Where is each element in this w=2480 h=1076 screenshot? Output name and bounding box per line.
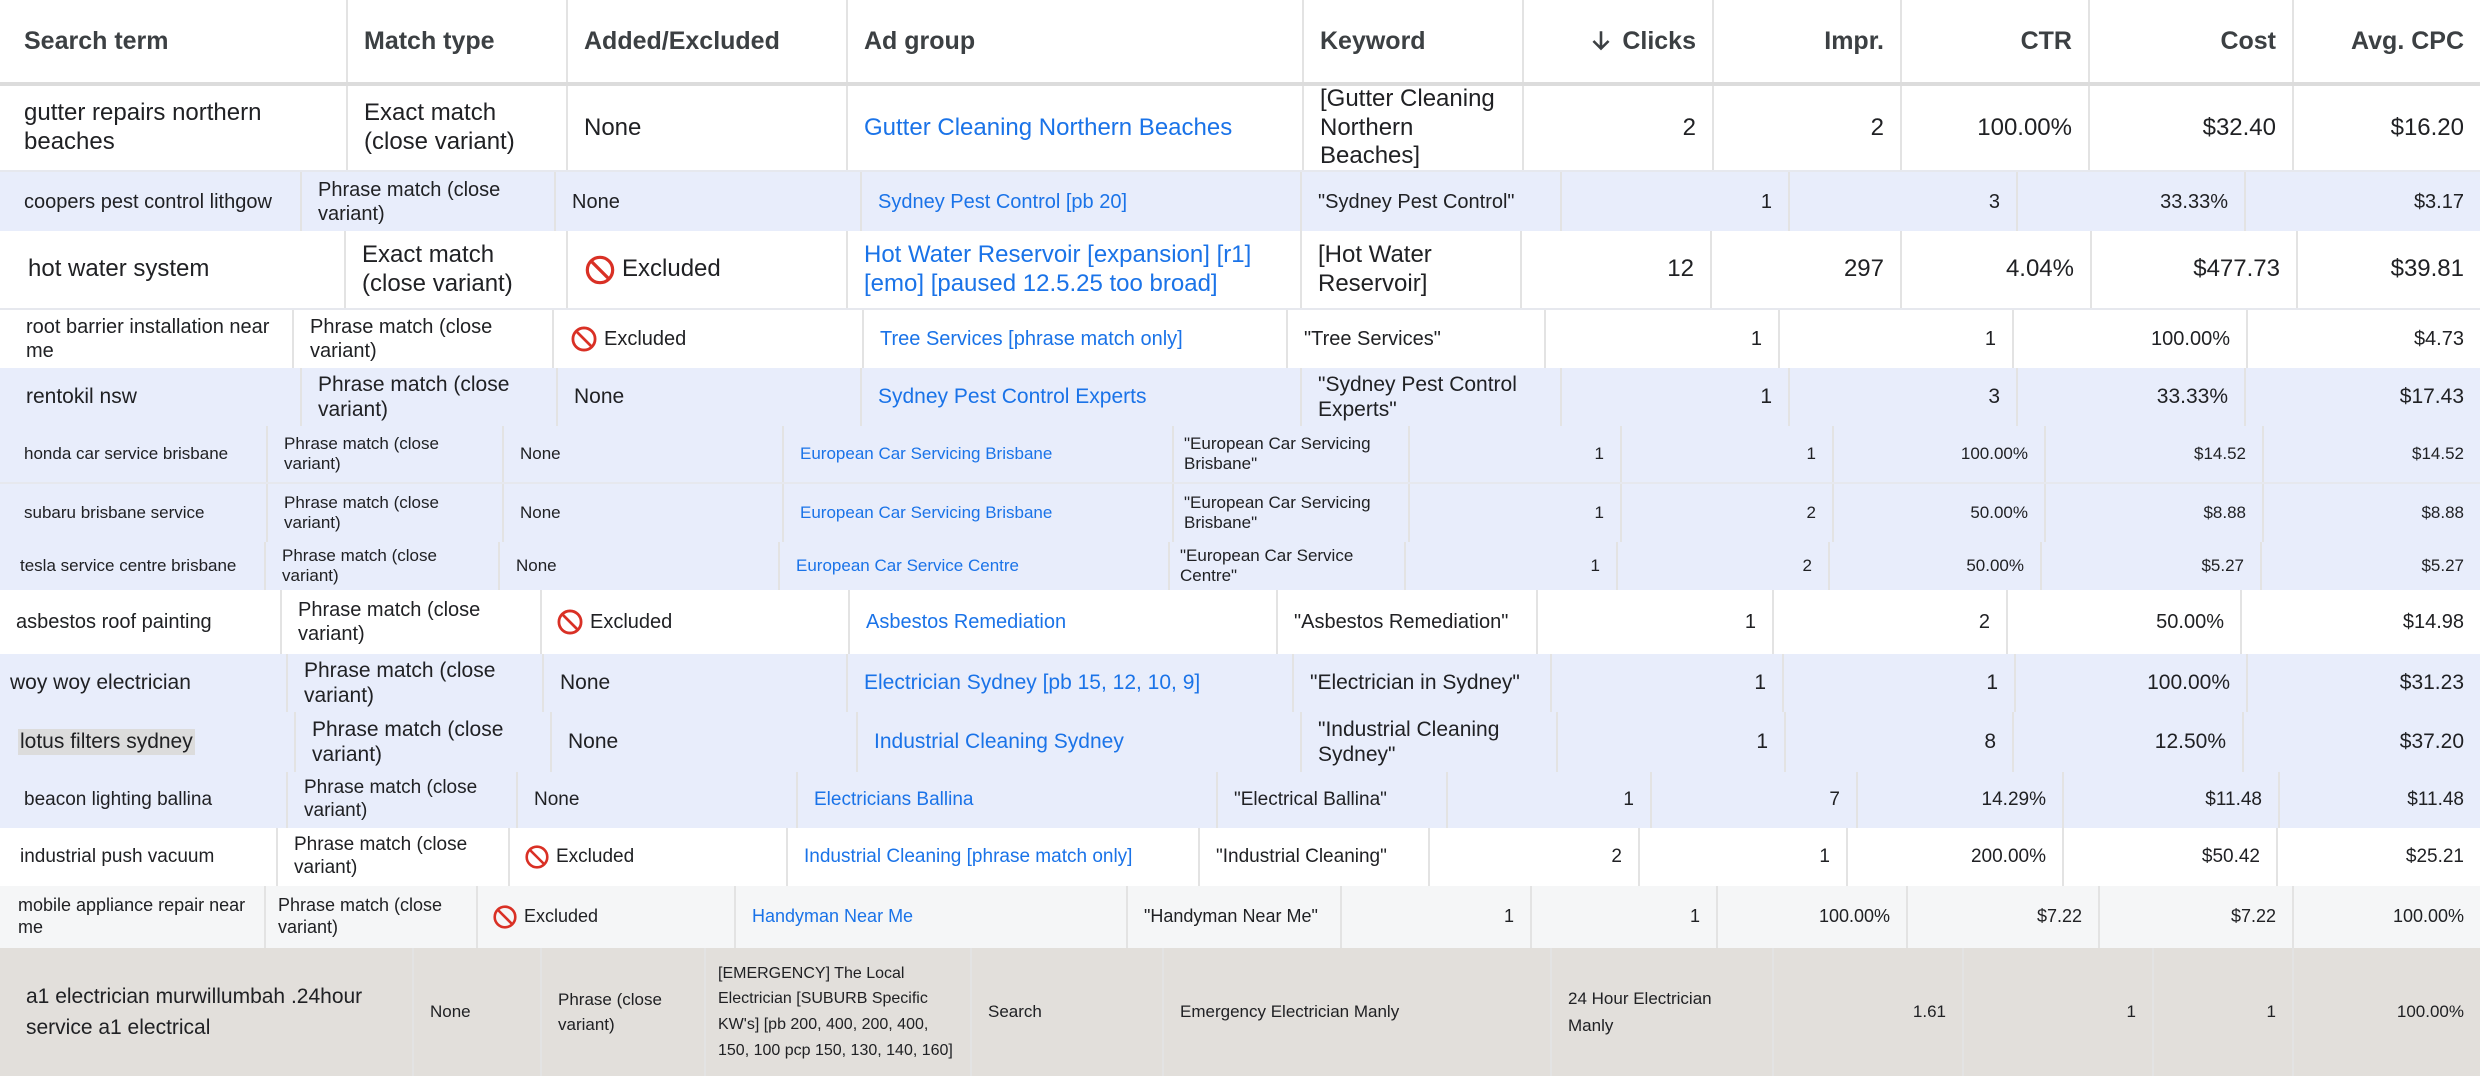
- match-type: Phrase match (close variant): [286, 654, 542, 712]
- clicks: 2: [1522, 86, 1712, 170]
- blocked-icon: [524, 844, 550, 870]
- table-row[interactable]: [0, 484, 2480, 542]
- search-term: woy woy electrician: [10, 671, 191, 695]
- status: Excluded: [508, 828, 786, 886]
- keyword: "Industrial Cleaning": [1198, 828, 1428, 886]
- ctr: 100.00%: [1900, 86, 2088, 170]
- match-type: Phrase match (close variant): [266, 426, 502, 482]
- avg-cpc: $5.27: [2260, 542, 2480, 590]
- match-type: Phrase match (close variant): [264, 542, 498, 590]
- table-row[interactable]: [0, 368, 2480, 426]
- status: None: [516, 772, 796, 828]
- match-type: Exact match (close variant): [344, 231, 566, 308]
- match-type: Phrase match (close variant): [300, 368, 556, 426]
- match-type: Phrase match (close variant): [276, 828, 508, 886]
- keyword: "Sydney Pest Control Experts": [1300, 368, 1560, 426]
- metric-value: 1: [1962, 948, 2152, 1076]
- clicks: 1: [1550, 654, 1782, 712]
- match-type: Phrase match (close variant): [292, 310, 552, 368]
- status: None: [542, 654, 846, 712]
- avg-cpc: $17.43: [2244, 368, 2480, 426]
- col-ctr[interactable]: CTR: [1900, 0, 2088, 82]
- avg-cpc: $7.22: [2098, 886, 2292, 948]
- status: None: [498, 542, 778, 590]
- clicks: 2: [1428, 828, 1638, 886]
- status: Excluded: [540, 590, 848, 654]
- ad-group-link[interactable]: Gutter Cleaning Northern Beaches: [846, 86, 1302, 170]
- col-keyword[interactable]: Keyword: [1302, 0, 1522, 82]
- metric-value: 100.00%: [2292, 948, 2480, 1076]
- ctr: 50.00%: [1828, 542, 2040, 590]
- ad-group-link[interactable]: European Car Servicing Brisbane: [782, 426, 1172, 482]
- impr: 1: [1530, 886, 1716, 948]
- ctr: 50.00%: [2006, 590, 2240, 654]
- search-term: mobile appliance repair near me: [18, 895, 246, 937]
- clicks: 1: [1340, 886, 1530, 948]
- match-type: Phrase match (close variant): [286, 772, 516, 828]
- search-term: honda car service brisbane: [24, 443, 229, 463]
- col-search-term[interactable]: Search term: [24, 27, 169, 55]
- ad-group-link[interactable]: Handyman Near Me: [734, 886, 1126, 948]
- table-header: [0, 0, 2480, 86]
- clicks: 1: [1556, 712, 1784, 772]
- keyword: "Tree Services": [1286, 310, 1544, 368]
- search-term: coopers pest control lithgow: [24, 190, 272, 213]
- cost: $32.40: [2088, 86, 2292, 170]
- table-row[interactable]: [0, 948, 2480, 1076]
- ad-group-link[interactable]: Sydney Pest Control [pb 20]: [860, 172, 1300, 231]
- col-impr[interactable]: Impr.: [1712, 0, 1900, 82]
- ctr: 100.00%: [1832, 426, 2044, 482]
- cost: $8.88: [2044, 484, 2262, 542]
- avg-cpc: $14.52: [2262, 426, 2480, 482]
- blocked-icon: [492, 904, 518, 930]
- impr: 2: [1620, 484, 1832, 542]
- clicks: 1: [1446, 772, 1650, 828]
- metric-value: 1: [2152, 948, 2292, 1076]
- ad-group-link[interactable]: Industrial Cleaning Sydney: [856, 712, 1300, 772]
- keyword: "Asbestos Remediation": [1276, 590, 1536, 654]
- table-row[interactable]: [0, 231, 2480, 310]
- status: None: [556, 368, 860, 426]
- impr: 1: [1782, 654, 2014, 712]
- impr: 1: [1778, 310, 2012, 368]
- keyword: [Gutter Cleaning Northern Beaches]: [1302, 86, 1522, 170]
- ad-group-link[interactable]: Industrial Cleaning [phrase match only]: [786, 828, 1198, 886]
- arrow-down-icon: [1588, 28, 1614, 54]
- network: Search: [970, 948, 1162, 1076]
- match-type: Phrase match (close variant): [280, 590, 540, 654]
- col-added-excluded[interactable]: Added/Excluded: [566, 0, 846, 82]
- keyword: "Industrial Cleaning Sydney": [1300, 712, 1556, 772]
- ad-group-link[interactable]: Tree Services [phrase match only]: [862, 310, 1286, 368]
- ctr: 100.00%: [2012, 310, 2246, 368]
- cost: $14.52: [2044, 426, 2262, 482]
- ctr: 200.00%: [1846, 828, 2062, 886]
- clicks: 12: [1520, 231, 1710, 308]
- col-match-type[interactable]: Match type: [346, 0, 566, 82]
- keyword: "European Car Servicing Brisbane": [1172, 426, 1408, 482]
- table-row[interactable]: [0, 590, 2480, 654]
- avg-cpc: $37.20: [2242, 712, 2480, 772]
- ctr: 50.00%: [1832, 484, 2044, 542]
- match-type: Phrase match (close variant): [266, 484, 502, 542]
- impr: 3: [1788, 172, 2016, 231]
- table-row[interactable]: [0, 310, 2480, 368]
- ad-group-link[interactable]: Asbestos Remediation: [848, 590, 1276, 654]
- ctr: 100.00%: [1716, 886, 1906, 948]
- status: None: [566, 86, 846, 170]
- status: None: [502, 426, 782, 482]
- clicks: 1: [1408, 426, 1620, 482]
- blocked-icon: [570, 325, 598, 353]
- table-row[interactable]: [0, 542, 2480, 590]
- search-term: rentokil nsw: [26, 385, 137, 409]
- metric-value: 1.61: [1772, 948, 1962, 1076]
- impr: 1: [1620, 426, 1832, 482]
- impr: 7: [1650, 772, 1856, 828]
- col-avg-cpc[interactable]: Avg. CPC: [2292, 0, 2480, 82]
- ctr: 100.00%: [2014, 654, 2246, 712]
- table-row[interactable]: [0, 172, 2480, 231]
- clicks: 1: [1544, 310, 1778, 368]
- search-term: subaru brisbane service: [24, 502, 205, 522]
- impr: 2: [1616, 542, 1828, 590]
- avg-cpc: $31.23: [2246, 654, 2480, 712]
- col-clicks[interactable]: Clicks: [1522, 0, 1712, 82]
- clicks: 1: [1536, 590, 1772, 654]
- clicks: 1: [1404, 542, 1616, 590]
- ctr: 33.33%: [2016, 368, 2244, 426]
- avg-cpc: $39.81: [2296, 231, 2480, 308]
- avg-cpc: $14.98: [2240, 590, 2480, 654]
- ad-group-link[interactable]: Hot Water Reservoir [expansion] [r1] [emo] [paused 12.5.25 too broad]: [846, 231, 1300, 308]
- keyword: "European Car Servicing Brisbane": [1172, 484, 1408, 542]
- ad-group-link[interactable]: Electrician Sydney [pb 15, 12, 10, 9]: [846, 654, 1292, 712]
- status: None: [550, 712, 856, 772]
- table-row[interactable]: [0, 772, 2480, 828]
- status: None: [502, 484, 782, 542]
- ad-group-link[interactable]: European Car Service Centre: [778, 542, 1168, 590]
- col-cost[interactable]: Cost: [2088, 0, 2292, 82]
- impr: 8: [1784, 712, 2012, 772]
- keyword: "Sydney Pest Control": [1300, 172, 1560, 231]
- ad-group-link[interactable]: Electricians Ballina: [796, 772, 1216, 828]
- ctr: 4.04%: [1900, 231, 2090, 308]
- extra-value: 100.00%: [2292, 886, 2480, 948]
- status: None: [554, 172, 860, 231]
- table-row[interactable]: [0, 712, 2480, 772]
- impr: 3: [1788, 368, 2016, 426]
- cost: $50.42: [2062, 828, 2276, 886]
- search-term: asbestos roof painting: [16, 611, 212, 633]
- cost: $5.27: [2040, 542, 2260, 590]
- keyword: "Handyman Near Me": [1126, 886, 1340, 948]
- search-term: a1 electrician murwillumbah .24hour service a1 electrical: [26, 984, 363, 1039]
- ad-group: [EMERGENCY] The Local Electrician [SUBURB Specific KW's] [pb 200, 400, 200, 400, 150, 100 pcp 150, 130, 140, 160]: [704, 948, 970, 1076]
- avg-cpc: $3.17: [2244, 172, 2480, 231]
- table-row[interactable]: [0, 886, 2480, 948]
- ad-group-link[interactable]: European Car Servicing Brisbane: [782, 484, 1172, 542]
- ad-group-link[interactable]: Sydney Pest Control Experts: [860, 368, 1300, 426]
- ctr: 12.50%: [2012, 712, 2242, 772]
- impr: 1: [1638, 828, 1846, 886]
- match-type: Phrase (close variant): [540, 948, 704, 1076]
- status: None: [412, 948, 540, 1076]
- search-term: tesla service centre brisbane: [20, 555, 237, 575]
- ctr: 33.33%: [2016, 172, 2244, 231]
- match-type: Phrase match (close variant): [294, 712, 550, 772]
- keyword: "Electrical Ballina": [1216, 772, 1446, 828]
- match-type: Phrase match (close variant): [300, 172, 554, 231]
- search-term: gutter repairs northern beaches: [24, 99, 262, 155]
- clicks: 1: [1408, 484, 1620, 542]
- cost: $7.22: [1906, 886, 2098, 948]
- avg-cpc: $25.21: [2276, 828, 2480, 886]
- clicks: 1: [1560, 368, 1788, 426]
- ctr: 14.29%: [1856, 772, 2062, 828]
- avg-cpc: $4.73: [2246, 310, 2480, 368]
- campaign: Emergency Electrician Manly: [1162, 948, 1550, 1076]
- avg-cpc: $11.48: [2278, 772, 2480, 828]
- keyword: "European Car Service Centre": [1168, 542, 1404, 590]
- blocked-icon: [556, 608, 584, 636]
- table-row[interactable]: [0, 426, 2480, 484]
- clicks: 1: [1560, 172, 1788, 231]
- impr: 2: [1712, 86, 1900, 170]
- cost: $11.48: [2062, 772, 2278, 828]
- avg-cpc: $16.20: [2292, 86, 2480, 170]
- search-term: beacon lighting ballina: [24, 788, 213, 810]
- cost: $477.73: [2090, 231, 2296, 308]
- keyword: 24 Hour Electrician Manly: [1550, 948, 1772, 1076]
- match-type: Phrase match (close variant): [264, 886, 476, 948]
- impr: 2: [1772, 590, 2006, 654]
- keyword: "Electrician in Sydney": [1292, 654, 1550, 712]
- match-type: Exact match (close variant): [346, 86, 566, 170]
- avg-cpc: $8.88: [2262, 484, 2480, 542]
- search-term: hot water system: [28, 255, 210, 283]
- status: Excluded: [552, 310, 862, 368]
- impr: 297: [1710, 231, 1900, 308]
- search-term: lotus filters sydney: [20, 730, 193, 754]
- keyword: [Hot Water Reservoir]: [1300, 231, 1520, 308]
- search-term: industrial push vacuum: [20, 845, 215, 867]
- blocked-icon: [584, 254, 616, 286]
- status: Excluded: [566, 231, 846, 308]
- search-term: root barrier installation near me: [26, 316, 270, 362]
- status: Excluded: [476, 886, 734, 948]
- table-row[interactable]: [0, 828, 2480, 886]
- table-row[interactable]: [0, 86, 2480, 172]
- col-ad-group[interactable]: Ad group: [846, 0, 1302, 82]
- table-row[interactable]: [0, 654, 2480, 712]
